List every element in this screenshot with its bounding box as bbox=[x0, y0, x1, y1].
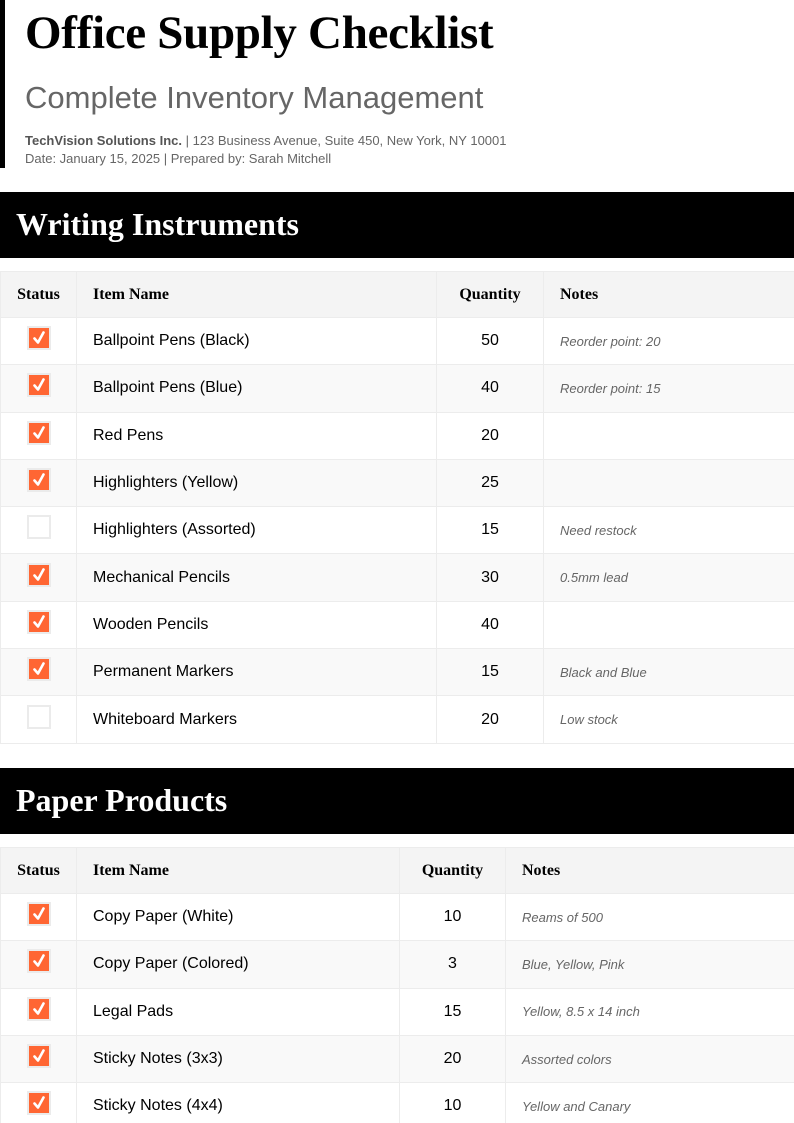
status-checkbox[interactable] bbox=[27, 1044, 51, 1068]
status-cell bbox=[1, 459, 77, 506]
checkmark-icon bbox=[29, 904, 49, 924]
table-row bbox=[1, 696, 794, 743]
checkmark-icon bbox=[29, 659, 49, 679]
column-header-notes: Notes bbox=[506, 848, 794, 894]
item-notes bbox=[544, 601, 794, 648]
column-header-status: Status bbox=[1, 848, 77, 894]
item-notes: 0.5mm lead bbox=[544, 554, 794, 601]
status-checkbox[interactable] bbox=[27, 515, 51, 539]
item-quantity: 30 bbox=[437, 554, 544, 601]
item-quantity: 40 bbox=[437, 601, 544, 648]
table-row bbox=[1, 649, 794, 696]
status-checkbox[interactable] bbox=[27, 610, 51, 634]
checkmark-icon bbox=[29, 1046, 49, 1066]
status-checkbox[interactable] bbox=[27, 902, 51, 926]
company-line bbox=[25, 132, 507, 150]
item-quantity: 40 bbox=[437, 365, 544, 412]
column-header-notes: Notes bbox=[544, 272, 794, 318]
company-address: | 123 Business Avenue, Suite 450, New York, NY 10001 bbox=[181, 133, 507, 148]
item-name: Wooden Pencils bbox=[77, 601, 437, 648]
status-cell bbox=[1, 412, 77, 459]
item-quantity: 15 bbox=[437, 649, 544, 696]
item-name: Highlighters (Yellow) bbox=[77, 459, 437, 506]
status-checkbox[interactable] bbox=[27, 705, 51, 729]
item-notes: Black and Blue bbox=[544, 649, 794, 696]
checkmark-icon bbox=[29, 565, 49, 585]
item-name: Sticky Notes (4x4) bbox=[77, 1083, 400, 1123]
status-cell bbox=[1, 941, 77, 988]
table-row bbox=[1, 1083, 794, 1123]
item-quantity: 15 bbox=[400, 988, 506, 1035]
status-cell bbox=[1, 696, 77, 743]
item-quantity: 3 bbox=[400, 941, 506, 988]
table-header-row bbox=[1, 272, 794, 318]
item-notes: Assorted colors bbox=[506, 1035, 794, 1082]
writing-instruments-table bbox=[0, 271, 794, 744]
item-notes bbox=[544, 412, 794, 459]
checkmark-icon bbox=[29, 612, 49, 632]
status-checkbox[interactable] bbox=[27, 1091, 51, 1115]
status-cell bbox=[1, 894, 77, 941]
item-quantity: 10 bbox=[400, 894, 506, 941]
status-checkbox[interactable] bbox=[27, 421, 51, 445]
document-header bbox=[0, 0, 794, 168]
item-quantity: 20 bbox=[437, 696, 544, 743]
paper-products-table bbox=[0, 847, 794, 1123]
status-cell bbox=[1, 507, 77, 554]
item-notes: Reorder point: 20 bbox=[544, 318, 794, 365]
table-row bbox=[1, 894, 794, 941]
company-name: TechVision Solutions Inc. bbox=[25, 133, 182, 148]
item-notes: Blue, Yellow, Pink bbox=[506, 941, 794, 988]
item-name: Mechanical Pencils bbox=[77, 554, 437, 601]
checkmark-icon bbox=[29, 999, 49, 1019]
checkmark-icon bbox=[29, 328, 49, 348]
item-name: Highlighters (Assorted) bbox=[77, 507, 437, 554]
table-row bbox=[1, 365, 794, 412]
table-row bbox=[1, 988, 794, 1035]
table-row bbox=[1, 601, 794, 648]
status-cell bbox=[1, 554, 77, 601]
column-header-quantity: Quantity bbox=[400, 848, 506, 894]
item-notes: Yellow, 8.5 x 14 inch bbox=[506, 988, 794, 1035]
checkmark-icon bbox=[29, 375, 49, 395]
status-checkbox[interactable] bbox=[27, 657, 51, 681]
column-header-item-name: Item Name bbox=[77, 848, 400, 894]
column-header-item-name: Item Name bbox=[77, 272, 437, 318]
status-checkbox[interactable] bbox=[27, 373, 51, 397]
table-row bbox=[1, 1035, 794, 1082]
item-name: Ballpoint Pens (Blue) bbox=[77, 365, 437, 412]
document-meta bbox=[25, 132, 507, 168]
item-name: Legal Pads bbox=[77, 988, 400, 1035]
checkmark-icon bbox=[29, 1093, 49, 1113]
item-notes: Need restock bbox=[544, 507, 794, 554]
status-cell bbox=[1, 649, 77, 696]
item-notes: Reorder point: 15 bbox=[544, 365, 794, 412]
table-row bbox=[1, 554, 794, 601]
status-cell bbox=[1, 318, 77, 365]
checkmark-icon bbox=[29, 423, 49, 443]
item-name: Whiteboard Markers bbox=[77, 696, 437, 743]
status-checkbox[interactable] bbox=[27, 949, 51, 973]
section-title-writing-instruments: Writing Instruments bbox=[0, 192, 794, 258]
item-name: Ballpoint Pens (Black) bbox=[77, 318, 437, 365]
column-header-quantity: Quantity bbox=[437, 272, 544, 318]
status-cell bbox=[1, 601, 77, 648]
table-row bbox=[1, 941, 794, 988]
checkmark-icon bbox=[29, 951, 49, 971]
item-notes: Reams of 500 bbox=[506, 894, 794, 941]
item-notes bbox=[544, 459, 794, 506]
item-name: Red Pens bbox=[77, 412, 437, 459]
page-title: Office Supply Checklist bbox=[25, 7, 494, 59]
status-cell bbox=[1, 1035, 77, 1082]
item-name: Copy Paper (Colored) bbox=[77, 941, 400, 988]
status-checkbox[interactable] bbox=[27, 326, 51, 350]
status-checkbox[interactable] bbox=[27, 468, 51, 492]
page-subtitle: Complete Inventory Management bbox=[25, 80, 484, 115]
item-notes: Low stock bbox=[544, 696, 794, 743]
table-row bbox=[1, 318, 794, 365]
status-checkbox[interactable] bbox=[27, 563, 51, 587]
date-line: Date: January 15, 2025 | Prepared by: Sarah Mitchell bbox=[25, 151, 332, 166]
status-cell bbox=[1, 988, 77, 1035]
item-name: Copy Paper (White) bbox=[77, 894, 400, 941]
table-row bbox=[1, 459, 794, 506]
item-quantity: 20 bbox=[437, 412, 544, 459]
column-header-status: Status bbox=[1, 272, 77, 318]
item-quantity: 25 bbox=[437, 459, 544, 506]
item-name: Sticky Notes (3x3) bbox=[77, 1035, 400, 1082]
status-checkbox[interactable] bbox=[27, 997, 51, 1021]
table-row bbox=[1, 507, 794, 554]
item-quantity: 10 bbox=[400, 1083, 506, 1123]
status-cell bbox=[1, 365, 77, 412]
item-name: Permanent Markers bbox=[77, 649, 437, 696]
table-row bbox=[1, 412, 794, 459]
status-cell bbox=[1, 1083, 77, 1123]
item-quantity: 20 bbox=[400, 1035, 506, 1082]
table-header-row bbox=[1, 848, 794, 894]
item-quantity: 50 bbox=[437, 318, 544, 365]
item-quantity: 15 bbox=[437, 507, 544, 554]
item-notes: Yellow and Canary bbox=[506, 1083, 794, 1123]
section-title-paper-products: Paper Products bbox=[0, 768, 794, 834]
checkmark-icon bbox=[29, 470, 49, 490]
